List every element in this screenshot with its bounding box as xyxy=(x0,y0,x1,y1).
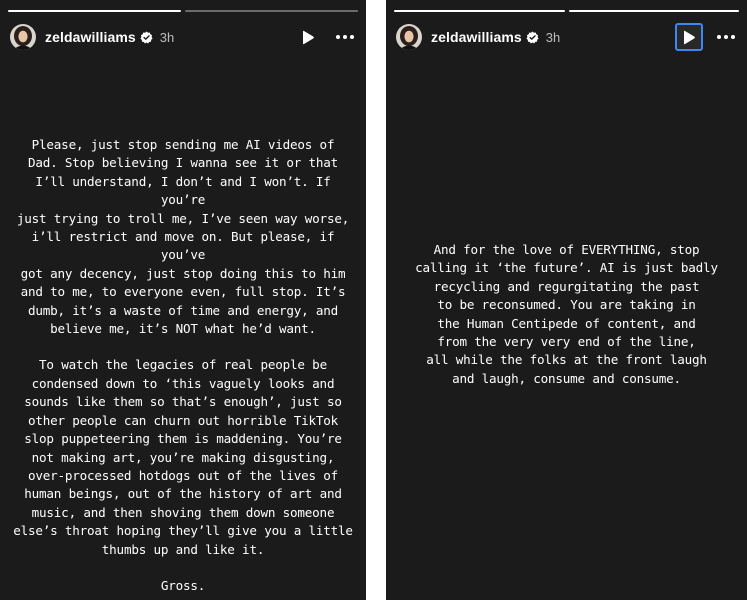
story-paragraph xyxy=(12,136,354,338)
story-text-line: and to me, to everyone even, full stop. It’s xyxy=(20,284,346,300)
progress-segment xyxy=(394,10,565,12)
story-header xyxy=(396,22,737,52)
more-icon xyxy=(336,35,354,39)
progress-segment xyxy=(185,10,358,12)
story-header xyxy=(10,22,356,52)
story-text-line: not making art, you’re making disgusting, xyxy=(31,449,335,465)
story-text xyxy=(396,241,737,388)
story-progress-bar xyxy=(394,10,739,12)
story-text-line: Gross. xyxy=(160,577,206,593)
story-text-line: sounds like them so that’s enough’, just so xyxy=(24,394,342,410)
story-text-line: to be reconsumed. You are taking in xyxy=(437,297,696,313)
story-paragraph xyxy=(12,356,354,558)
story-text-line: from the very very end of the line, xyxy=(437,334,696,350)
story-text-line: thumbs up and like it. xyxy=(101,541,265,557)
username[interactable]: zeldawilliams xyxy=(45,29,136,45)
post-time: 3h xyxy=(159,29,175,45)
story-text-line: got any decency, just stop doing this to him xyxy=(20,265,346,281)
story-text-line: other people can churn out horrible TikTok xyxy=(27,412,339,428)
avatar[interactable] xyxy=(10,24,36,50)
story-text-line: To watch the legacies of real people be xyxy=(39,357,327,373)
progress-segment xyxy=(569,10,740,12)
avatar[interactable] xyxy=(396,24,422,50)
play-icon xyxy=(301,30,315,45)
story-text-line: condensed down to ‘this vaguely looks and xyxy=(31,375,335,391)
play-button[interactable] xyxy=(294,23,322,51)
story-text-line: recycling and regurgitating the past xyxy=(433,278,700,294)
verified-badge-icon xyxy=(526,31,539,44)
story-paragraph xyxy=(12,577,354,595)
story-text xyxy=(12,136,354,595)
story-text-line: else’s throat hoping they’ll give you a little xyxy=(13,523,353,539)
story-text-line: calling it ‘the future’. AI is just badly xyxy=(415,260,718,276)
story-text-line: human beings, out of the history of art and xyxy=(24,486,342,502)
story-text-line: and laugh, consume and consume. xyxy=(452,370,681,386)
story-text-line: I’ll understand, I don’t and I won’t. If you’re xyxy=(35,173,331,208)
story-progress-bar xyxy=(8,10,358,12)
story-text-line: And for the love of EVERYTHING, stop xyxy=(433,242,700,257)
story-panel-right[interactable] xyxy=(386,0,747,600)
more-options-button[interactable] xyxy=(334,23,356,51)
play-button[interactable] xyxy=(675,23,703,51)
progress-segment xyxy=(8,10,181,12)
story-text-line: the Human Centipede of content, and xyxy=(437,315,696,331)
play-icon xyxy=(682,30,696,45)
story-text-line: all while the folks at the front laugh xyxy=(426,352,707,368)
story-text-line: just trying to troll me, I’ve seen way worse, xyxy=(16,210,350,226)
story-text-line: Please, just stop sending me AI videos of xyxy=(31,137,335,152)
story-text-line: over-processed hotdogs out of the lives of xyxy=(27,467,339,483)
more-options-button[interactable] xyxy=(715,23,737,51)
more-icon xyxy=(717,35,735,39)
story-text-line: music, and then shoving them down someone xyxy=(31,504,335,520)
story-paragraph xyxy=(396,241,737,388)
story-text-line: i’ll restrict and move on. But please, if you’ve xyxy=(31,229,335,263)
story-text-line: dumb, it’s a waste of time and energy, and xyxy=(27,302,339,318)
story-text-line: Dad. Stop believing I wanna see it or that xyxy=(27,155,339,171)
story-panel-left[interactable] xyxy=(0,0,366,600)
username[interactable]: zeldawilliams xyxy=(431,29,522,45)
story-text-line: believe me, it’s NOT what he’d want. xyxy=(50,321,316,337)
story-text-line: slop puppeteering them is maddening. You’re xyxy=(24,431,342,447)
post-time: 3h xyxy=(545,29,561,45)
verified-badge-icon xyxy=(140,31,153,44)
